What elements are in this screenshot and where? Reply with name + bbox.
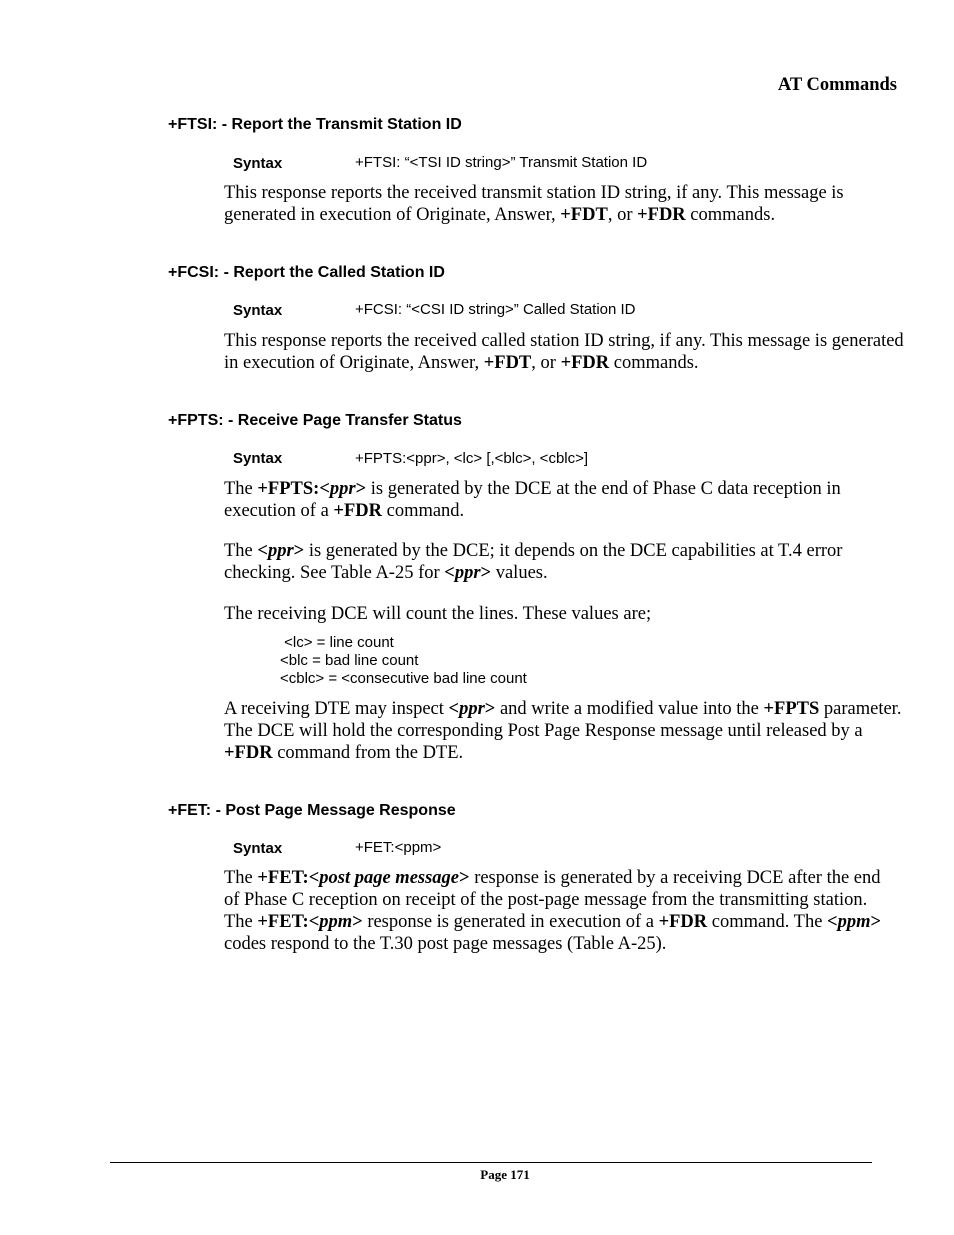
definition-item: <lc> = line count <box>280 634 394 651</box>
syntax-label: Syntax <box>233 155 283 172</box>
syntax-value: +FCSI: “<CSI ID string>” Called Station ID <box>355 301 636 318</box>
paragraph: The +FPTS:<ppr> is generated by the DCE at the end of Phase C data reception in execution of a +FDR command. <box>224 479 841 521</box>
paragraph: The receiving DCE will count the lines. These values are; <box>224 604 652 624</box>
running-header: AT Commands <box>777 75 897 95</box>
definition-item: <cblc> = <consecutive bad line count <box>280 670 527 687</box>
definition-item: <blc = bad line count <box>280 652 419 669</box>
syntax-label: Syntax <box>233 450 283 467</box>
syntax-label: Syntax <box>233 840 283 857</box>
section-heading-fcsi: +FCSI: - Report the Called Station ID <box>168 264 445 281</box>
syntax-value: +FET:<ppm> <box>355 839 442 856</box>
syntax-label: Syntax <box>233 302 283 319</box>
section-heading-ftsi: +FTSI: - Report the Transmit Station ID <box>168 116 462 133</box>
paragraph: The +FET:<post page message> response is generated by a receiving DCE after the end of Phase C reception on receipt of the post-page message from the transmitting station. The +FET:<ppm> response is generated in execution of a +FDR command. The <ppm> codes respond to the T.30 post page messages (Table A-25). <box>224 868 882 954</box>
paragraph: This response reports the received transmit station ID string, if any. This message is generated in execution of Originate, Answer, +FDT, or +FDR commands. <box>224 183 844 225</box>
paragraph: The <ppr> is generated by the DCE; it depends on the DCE capabilities at T.4 error checking. See Table A-25 for <ppr> values. <box>224 541 843 583</box>
syntax-value: +FTSI: “<TSI ID string>” Transmit Station ID <box>355 154 648 171</box>
paragraph: This response reports the received called station ID string, if any. This message is generated in execution of Originate, Answer, +FDT, or +FDR commands. <box>224 331 904 373</box>
section-heading-fpts: +FPTS: - Receive Page Transfer Status <box>168 412 462 429</box>
paragraph: A receiving DTE may inspect <ppr> and write a modified value into the +FPTS parameter. The DCE will hold the corresponding Post Page Response message until released by a +FDR command from the DTE. <box>224 699 902 763</box>
section-heading-fet: +FET: - Post Page Message Response <box>168 802 456 819</box>
syntax-value: +FPTS:<ppr>, <lc> [,<blc>, <cblc>] <box>355 450 589 467</box>
page-number: Page 171 <box>480 1167 530 1182</box>
footer-rule <box>110 1162 872 1163</box>
definition-list <box>280 634 527 688</box>
